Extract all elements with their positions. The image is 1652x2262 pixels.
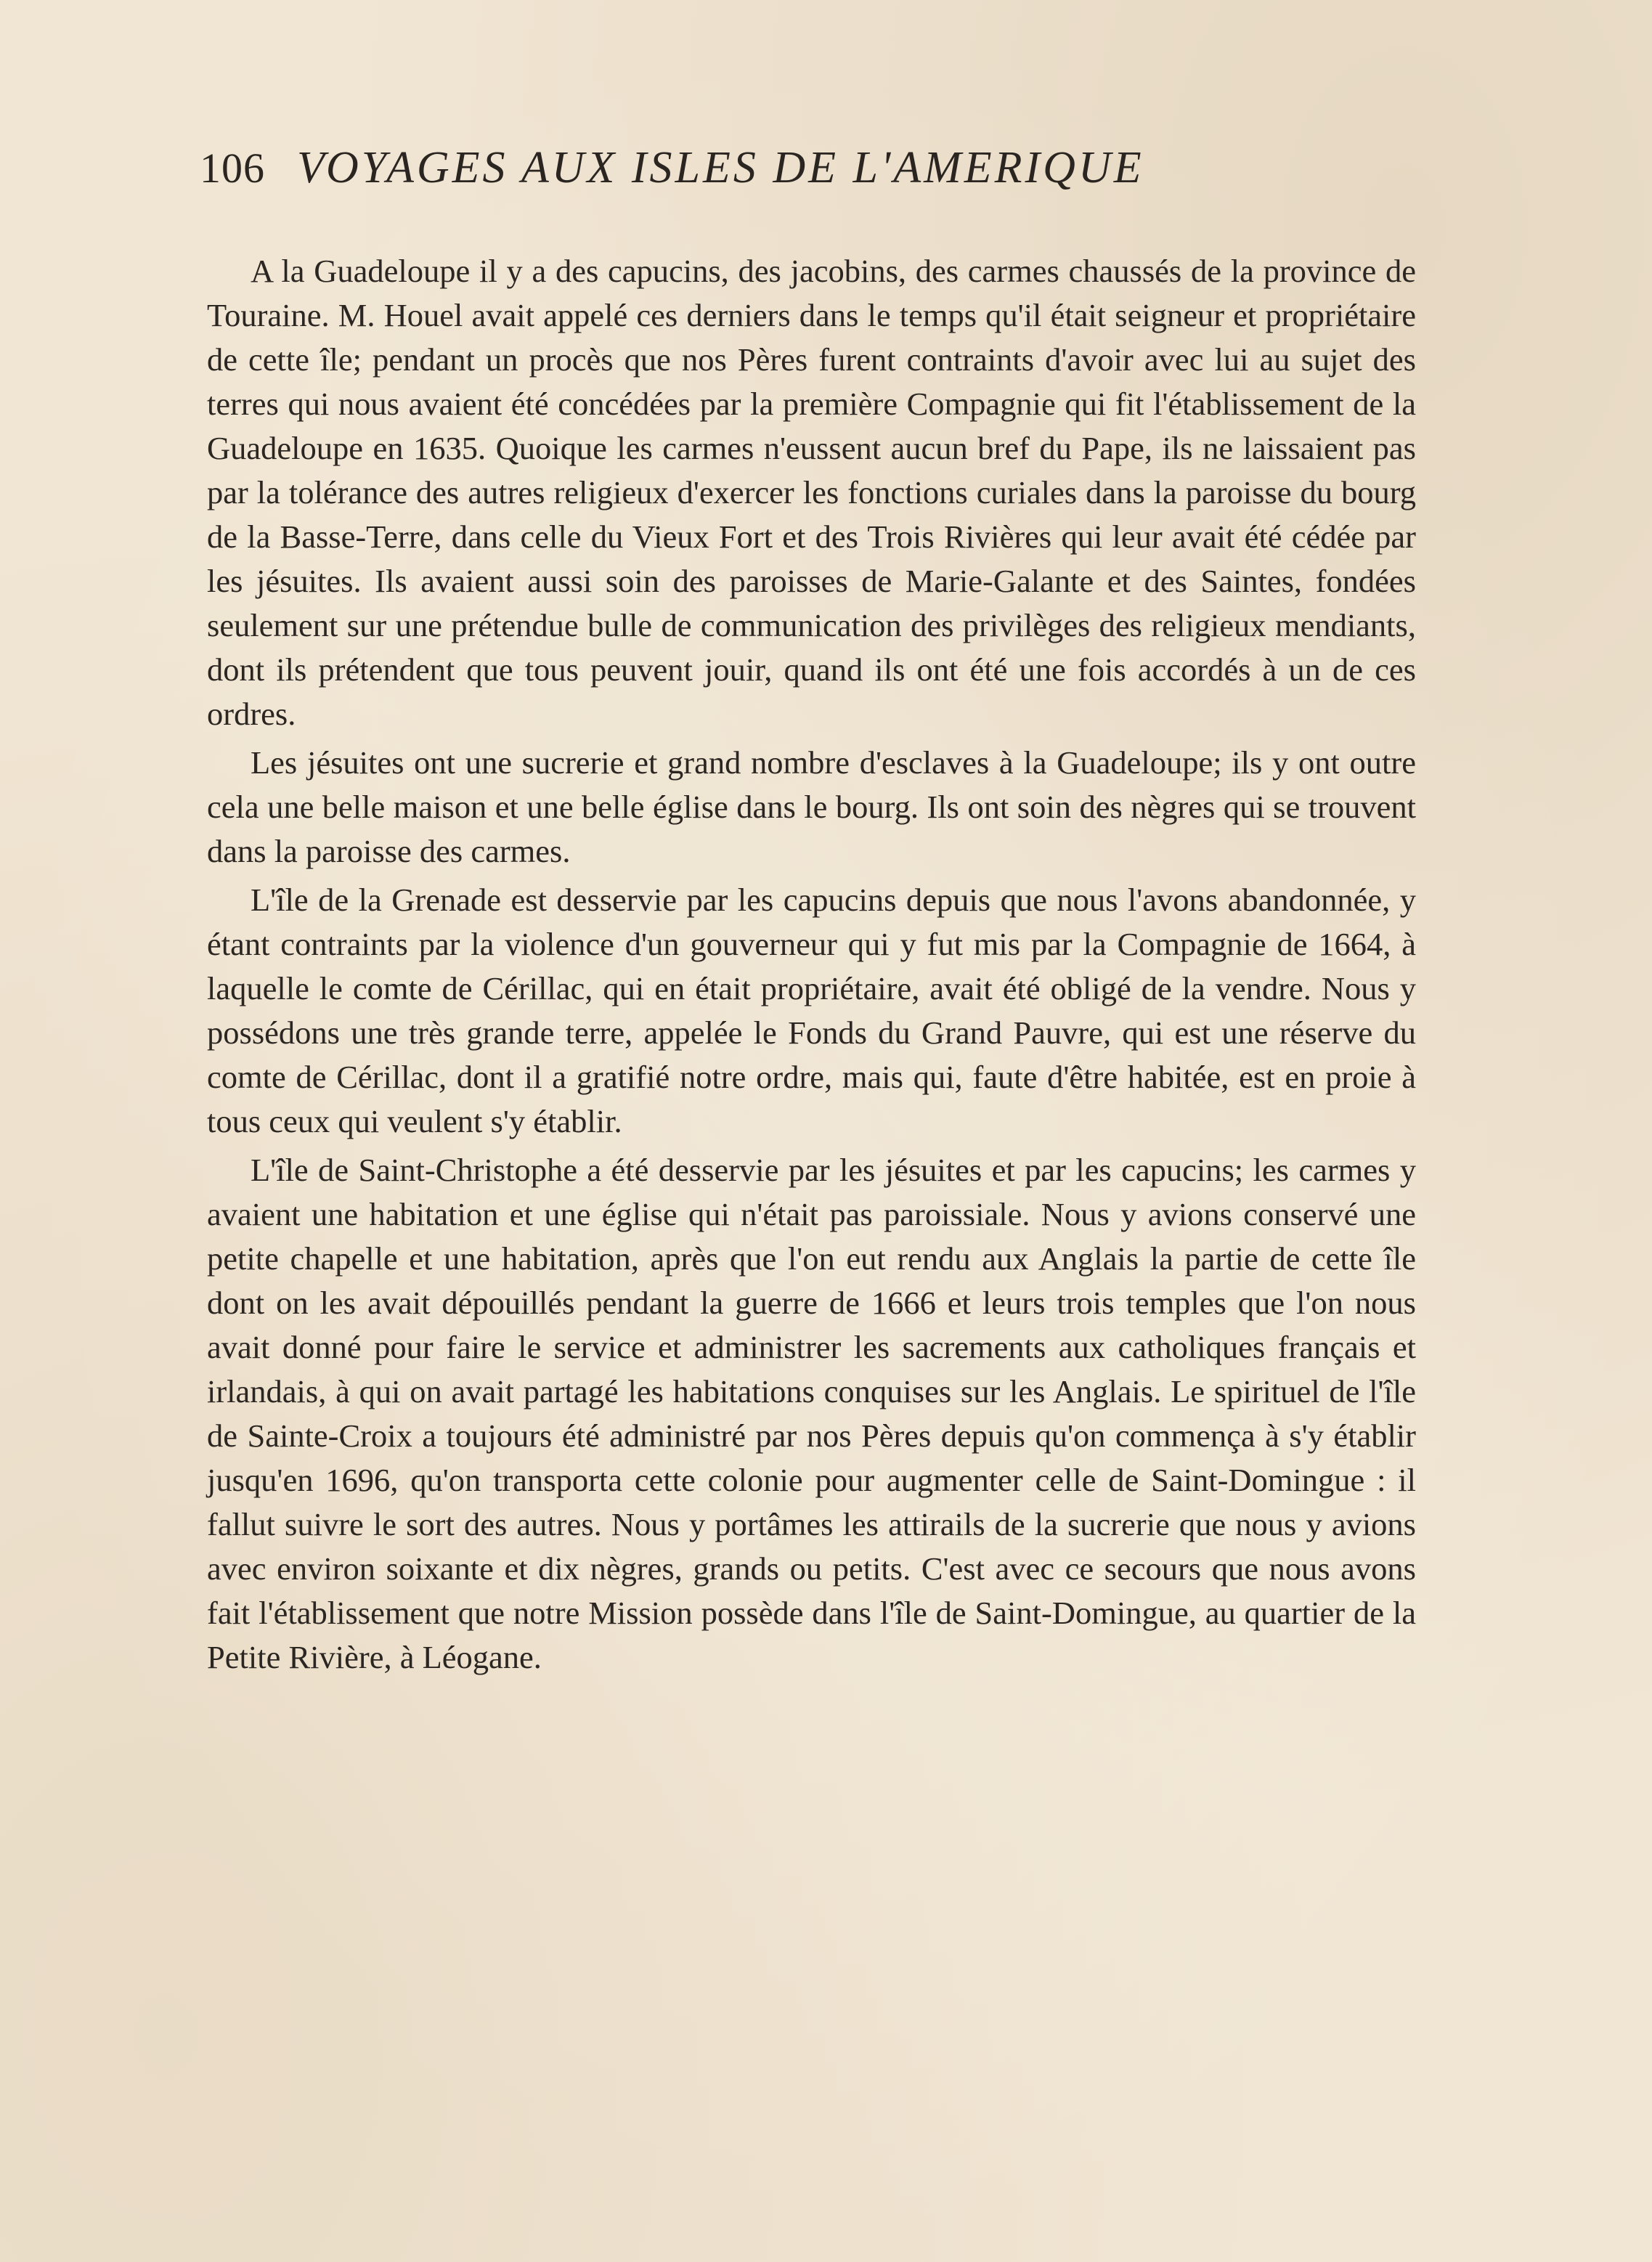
text-block [207, 249, 1416, 1684]
running-head [200, 142, 1427, 208]
paragraph-jesuites: Les jésuites ont une sucrerie et grand nombre d'esclaves à la Guadeloupe; ils y ont outre cela une belle maison et une belle église dans le bourg. Ils ont soin des nègres qui se trouvent dans la paroisse des carmes. [207, 744, 1416, 869]
paragraph-saint-christophe: L'île de Saint-Christophe a été desservie par les jésuites et par les capucins; les carmes y avaient une habitation et une église qui n'était pas paroissiale. Nous y avions conservé une petite chapelle et une habitation, après que l'on eut rendu aux Anglais la partie de cette île dont on les avait dépouillés pendant la guerre de 1666 et leurs trois temples que l'on nous avait donné pour faire le service et administrer les sacrements aux catholiques français et irlandais, à qui on avait partagé les habitations conquises sur les Anglais. Le spirituel de l'île de Sainte-Croix a toujours été administré par nos Pères depuis qu'on commença à s'y établir jusqu'en 1696, qu'on transporta cette colonie pour augmenter celle de Saint-Domingue : il fallut suivre le sort des autres. Nous y portâmes les attirails de la sucrerie que nous y avions avec environ soixante et dix nègres, grands ou petits. C'est avec ce secours que nous avons fait l'établissement que notre Mission possède dans l'île de Saint-Domingue, au quartier de la Petite Rivière, à Léogane. [207, 1152, 1416, 1675]
paragraph-grenade: L'île de la Grenade est desservie par les capucins depuis que nous l'avons abandonnée, y étant contraints par la violence d'un gouverneur qui y fut mis par la Compagnie de 1664, à laquelle le comte de Cérillac, qui en était propriétaire, avait été obligé de la vendre. Nous y possédons une très grande terre, appelée le Fonds du Grand Pauvre, qui est une réserve du comte de Cérillac, dont il a gratifié notre ordre, mais qui, faute d'être habitée, est en proie à tous ceux qui veulent s'y établir. [207, 882, 1416, 1139]
page-number: 106 [200, 145, 265, 192]
running-title: VOYAGES AUX ISLES DE L'AMERIQUE [297, 143, 1144, 192]
paragraph-guadeloupe-orders: A la Guadeloupe il y a des capucins, des jacobins, des carmes chaussés de la province de Touraine. M. Houel avait appelé ces derniers dans le temps qu'il était seigneur et propriétaire de cette île; pendant un procès que nos Pères furent contraints d'avoir avec lui au sujet des terres qui nous avaient été concédées par la première Compagnie qui fit l'établissement de la Guadeloupe en 1635. Quoique les carmes n'eussent aucun bref du Pape, ils ne laissaient pas par la tolérance des autres religieux d'exercer les fonctions curiales dans la paroisse du bourg de la Basse-Terre, dans celle du Vieux Fort et des Trois Rivières qui leur avait été cédée par les jésuites. Ils avaient aussi soin des paroisses de Marie-Galante et des Saintes, fondées seulement sur une prétendue bulle de communication des privilèges des religieux mendiants, dont ils prétendent que tous peuvent jouir, quand ils ont été une fois accordés à un de ces ordres. [207, 253, 1416, 732]
